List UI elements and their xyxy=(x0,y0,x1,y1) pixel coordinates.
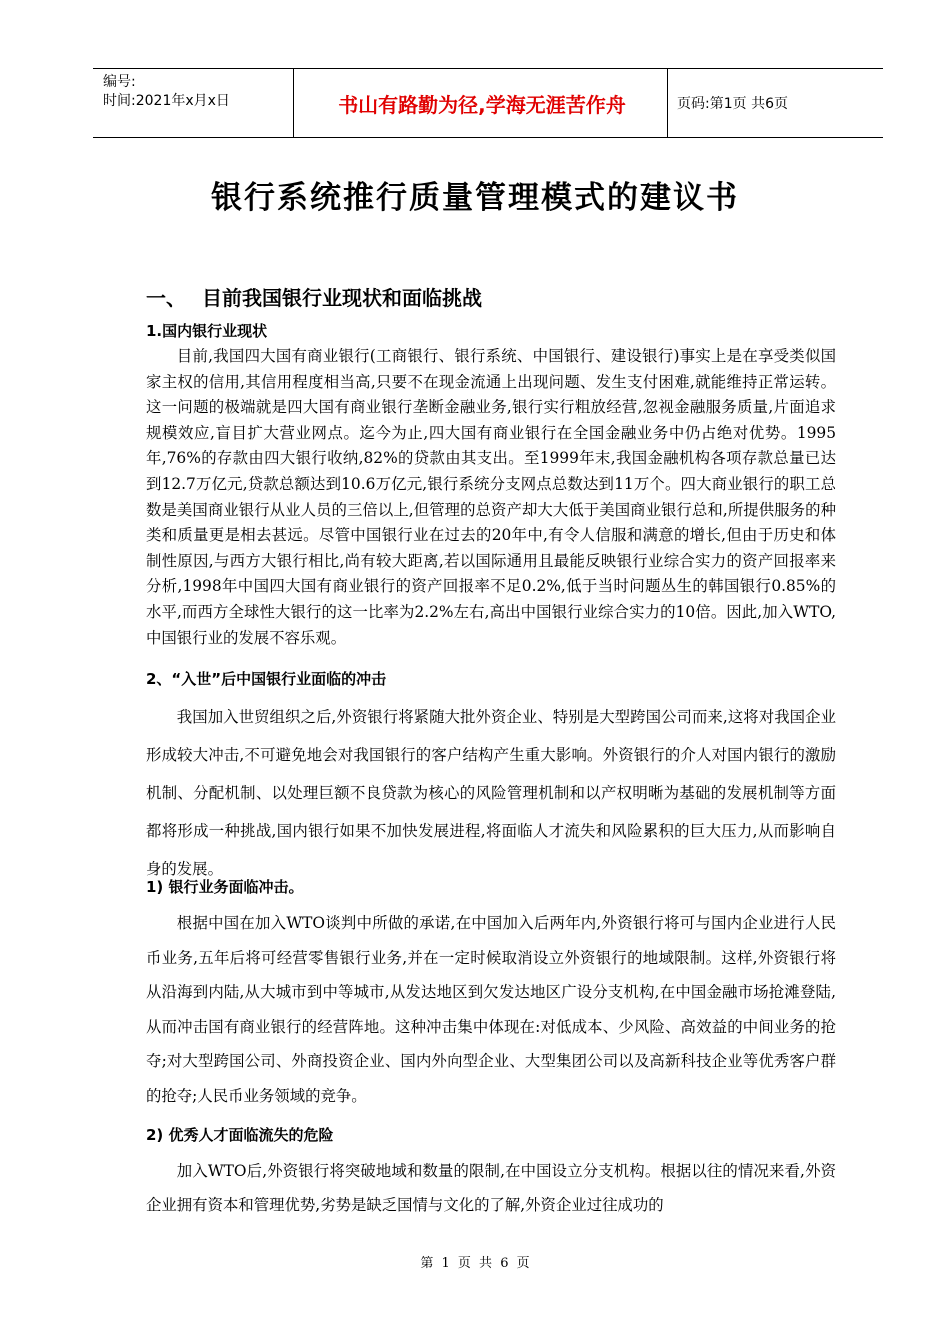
page-footer: 第 1 页 共 6 页 xyxy=(420,1256,530,1271)
section-number: 一、 xyxy=(146,286,186,310)
subsection-heading-2: 2、“入世”后中国银行业面临的冲击 xyxy=(146,670,387,688)
subsection-heading-1: 1.国内银行业现状 xyxy=(146,322,268,340)
item-heading-1: 1) 银行业务面临冲击。 xyxy=(146,878,304,896)
section-heading-text: 目前我国银行业现状和面临挑战 xyxy=(202,286,482,310)
header-meta xyxy=(103,73,293,111)
paragraph-3: 根据中国在加入WTO谈判中所做的承诺,在中国加入后两年内,外资银行将可与国内企业进行人民币业务,五年后将可经营零售银行业务,并在一定时候取消设立外资银行的地域限制。这样,外资银行将从沿海到内陆,从大城市到中等城市,从发达地区到欠发达地区广设分支机构,在中国金融市场抢滩登陆,从而冲击国有商业银行的经营阵地。这种冲击集中体现在:对低成本、少风险、高效益的中间业务的抢夺;对大型跨国公司、外商投资企业、国内外向型企业、大型集团公司以及高新科技企业等优秀客户群的抢夺;人民币业务领域的竞争。 xyxy=(146,914,836,1105)
header-page-info: 页码:第1页 共6页 xyxy=(677,96,788,112)
paragraph-1: 目前,我国四大国有商业银行(工商银行、银行系统、中国银行、建设银行)事实上是在享受类似国家主权的信用,其信用程度相当高,只要不在现金流通上出现问题、发生支付困难,就能维持正常运转。这一问题的极端就是四大国有商业银行垄断金融业务,银行实行粗放经营,忽视金融服务质量,片面追求规模效应,盲目扩大营业网点。迄今为止,四大国有商业银行在全国金融业务中仍占绝对优势。1995年,76%的存款由四大银行收纳,82%的贷款由其支出。至1999年末,我国金融机构各项存款总量已达到12.7万亿元,贷款总额达到10.6万亿元,银行系统分支网点总数达到11万个。四大商业银行的职工总数是美国商业银行从业人员的三倍以上,但管理的总资产却大大低于美国商业银行总和,所提供服务的种类和质量更是相去甚远。尽管中国银行业在过去的20年中,有令人信服和满意的增长,但由于历史和体制性原因,与西方大银行相比,尚有较大距离,若以国际通用且最能反映银行业综合实力的资产回报率来分析,1998年中国四大国有商业银行的资产回报率不足0.2%,低于当时问题丛生的韩国银行0.85%的水平,而西方全球性大银行的这一比率为2.2%左右,高出中国银行业综合实力的10倍。因此,加入WTO,中国银行业的发展不容乐观。 xyxy=(146,347,836,647)
document-header xyxy=(93,68,883,138)
header-divider xyxy=(667,69,668,137)
paragraph-2: 我国加入世贸组织之后,外资银行将紧随大批外资企业、特别是大型跨国公司而来,这将对我国企业形成较大冲击,不可避免地会对我国银行的客户结构产生重大影响。外资银行的介人对国内银行的激励机制、分配机制、以处理巨额不良贷款为核心的风险管理机制和以产权明晰为基础的发展机制等方面都将形成一种挑战,国内银行如果不加快发展进程,将面临人才流失和风险累积的巨大压力,从而影响自身的发展。 xyxy=(146,708,836,878)
document-title: 银行系统推行质量管理模式的建议书 xyxy=(211,180,739,216)
serial-label: 编号: xyxy=(103,74,136,90)
section-heading xyxy=(146,282,482,311)
paragraph-4: 加入WTO后,外资银行将突破地域和数量的限制,在中国设立分支机构。根据以往的情况来看,外资企业拥有资本和管理优势,劣势是缺乏国情与文化的了解,外资企业过往成功的 xyxy=(146,1162,836,1214)
header-motto: 书山有路勤为径,学海无涯苦作舟 xyxy=(338,92,626,117)
time-label: 时间:2021年x月x日 xyxy=(103,93,230,109)
header-divider xyxy=(293,69,294,137)
item-heading-2: 2) 优秀人才面临流失的危险 xyxy=(146,1126,334,1144)
